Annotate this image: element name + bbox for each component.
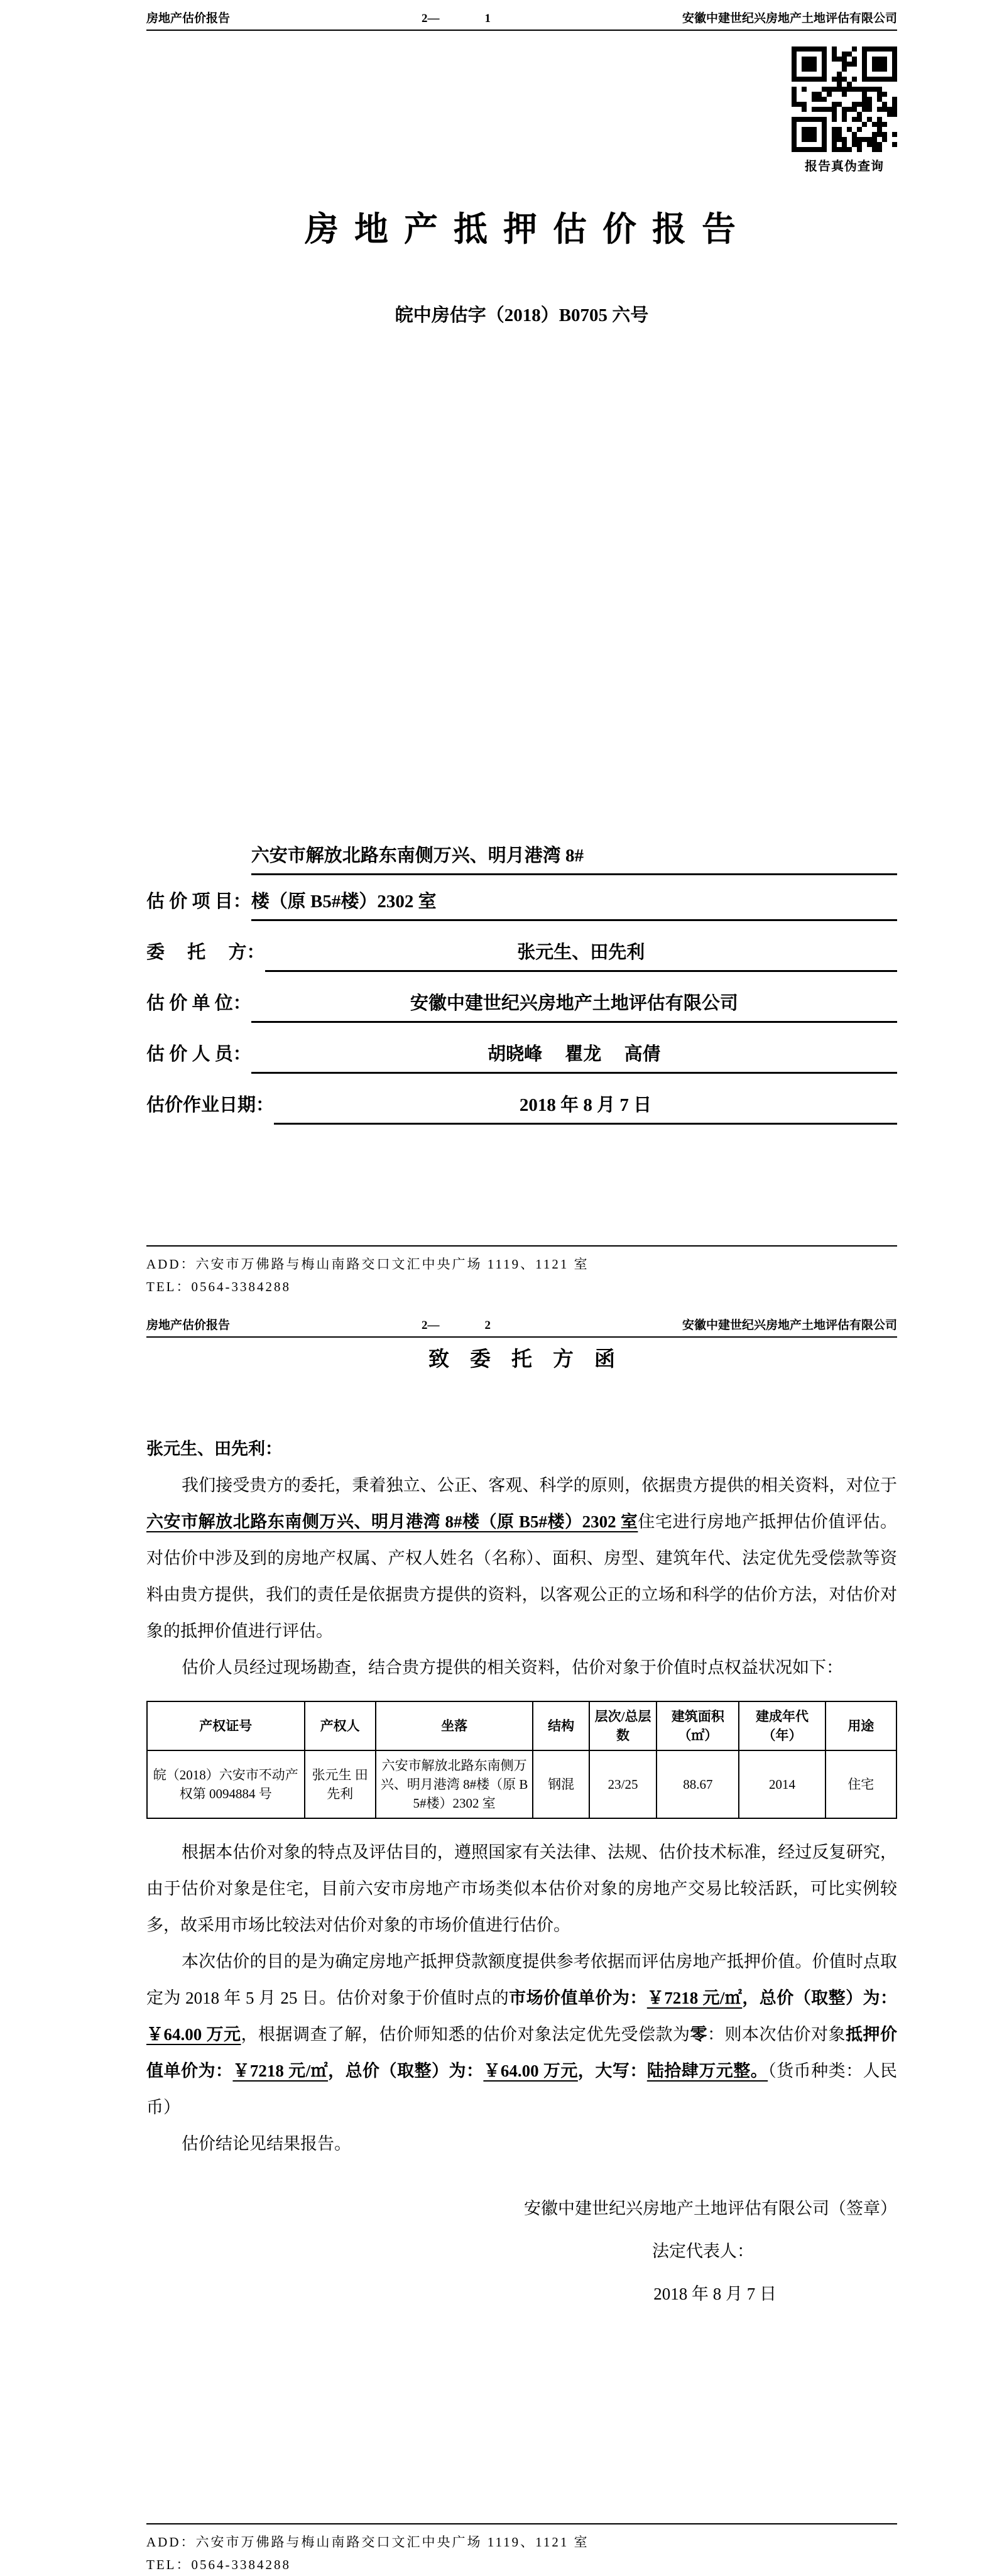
text-segment: ，总价（取整）为： bbox=[328, 2061, 484, 2080]
signature-date: 2018 年 8 月 7 日 bbox=[653, 2284, 776, 2303]
text-segment: 市场价值单价为： bbox=[509, 1989, 647, 2007]
table-header-cell: 建成年代（年） bbox=[739, 1701, 825, 1750]
table-header-cell: 产权人 bbox=[305, 1701, 376, 1750]
letter-salutation: 张元生、田先利： bbox=[146, 1439, 282, 1458]
header-doc-title: 房地产估价报告 bbox=[146, 12, 231, 25]
table-header-cell: 产权证号 bbox=[147, 1701, 305, 1750]
footer-phone: TEL：0564-3384288 bbox=[146, 1279, 291, 1294]
property-rights-table bbox=[146, 1701, 897, 1819]
table-cell: 张元生 田先利 bbox=[305, 1750, 376, 1818]
text-segment: 抵押价值单价为： bbox=[146, 2025, 897, 2080]
client-label: 委 托 方： bbox=[146, 942, 265, 963]
text-segment: ￥7218 元/㎡ bbox=[646, 1989, 743, 2007]
project-value-line2: 楼（原 B5#楼）2302 室 bbox=[251, 885, 897, 921]
client-value: 张元生、田先利 bbox=[265, 936, 897, 972]
text-segment: ￥64.00 万元 bbox=[146, 2025, 241, 2044]
project-value bbox=[251, 839, 897, 921]
staff-label: 估 价 人 员： bbox=[146, 1044, 251, 1064]
report-page-2 bbox=[0, 1307, 997, 2572]
project-value-line1: 六安市解放北路东南侧万兴、明月港湾 8# bbox=[251, 839, 897, 875]
text-segment: 本次估价的目的是为确定房地产抵押贷款额度提供参考依据而评估房地产抵押价值。价值时点取定为 2018 年 5 月 25 日。估价对象于价值时点的 bbox=[146, 1952, 897, 2007]
staff-value: 胡晓峰 瞿龙 高倩 bbox=[251, 1038, 897, 1074]
qr-block bbox=[146, 46, 897, 174]
header-doc-title: 房地产估价报告 bbox=[146, 1319, 231, 1332]
letter-paragraph-1 bbox=[146, 1467, 897, 1649]
table-cell: 六安市解放北路东南侧万兴、明月港湾 8#楼（原 B5#楼）2302 室 bbox=[376, 1750, 533, 1818]
text-segment: ￥64.00 万元 bbox=[483, 2061, 578, 2080]
cover-form bbox=[146, 839, 897, 1140]
text-segment: ：则本次估价对象 bbox=[707, 2025, 846, 2044]
letter-paragraph-5: 估价结论见结果报告。 bbox=[182, 2134, 351, 2153]
form-row-agency bbox=[146, 987, 897, 1023]
form-row-project bbox=[146, 839, 897, 921]
signature-legal-rep: 法定代表人： bbox=[652, 2242, 754, 2261]
footer-address: ADD：六安市万佛路与梅山南路交口文汇中央广场 1119、1121 室 bbox=[146, 1257, 589, 1272]
table-cell: 住宅 bbox=[825, 1750, 896, 1818]
text-segment: 六安市解放北路东南侧万兴、明月港湾 8#楼（原 B5#楼）2302 室 bbox=[146, 1512, 638, 1531]
table-cell: 皖（2018）六安市不动产权第 0094884 号 bbox=[147, 1750, 305, 1818]
text-segment: 我们接受贵方的委托，秉着独立、公正、客观、科学的原则，依据贵方提供的相关资料，对位于 bbox=[182, 1476, 897, 1495]
table-cell: 88.67 bbox=[656, 1750, 739, 1818]
agency-value: 安徽中建世纪兴房地产土地评估有限公司 bbox=[251, 987, 897, 1023]
footer-phone: TEL：0564-3384288 bbox=[146, 2557, 291, 2572]
text-segment: ，根据调查了解，估价师知悉的估价对象法定优先受偿款为 bbox=[241, 2025, 690, 2044]
header-total-pages: 2— bbox=[422, 1319, 440, 1332]
qr-caption: 报告真伪查询 bbox=[805, 160, 884, 173]
header-company-name: 安徽中建世纪兴房地产土地评估有限公司 bbox=[682, 1319, 897, 1332]
report-title: 房 地 产 抵 押 估 价 报 告 bbox=[304, 210, 739, 248]
letter-paragraph-3: 根据本估价对象的特点及评估目的，遵照国家有关法律、法规、估价技术标准，经过反复研究，由于估价对象是住宅，目前六安市房地产市场类似本估价对象的房地产交易比较活跃，可比实例较多，故采用市场比较法对估价对象的市场价值进行估价。 bbox=[146, 1843, 897, 1935]
table-header-cell: 用途 bbox=[825, 1701, 896, 1750]
page-header bbox=[146, 0, 897, 31]
signature-company: 安徽中建世纪兴房地产土地评估有限公司（签章） bbox=[524, 2199, 897, 2218]
table-cell: 2014 bbox=[739, 1750, 825, 1818]
text-segment: ￥7218 元/㎡ bbox=[232, 2061, 329, 2080]
header-page-indicator bbox=[230, 12, 682, 26]
text-segment: （货币种类：人民币） bbox=[146, 2061, 898, 2117]
signature-block bbox=[146, 2187, 897, 2315]
page-footer bbox=[146, 1245, 897, 1298]
text-segment: ，总价（取整）为： bbox=[742, 1989, 897, 2007]
table-row bbox=[147, 1750, 896, 1818]
table-header-cell: 层次/总层数 bbox=[589, 1701, 656, 1750]
doc-number: 皖中房估字（2018）B0705 六号 bbox=[395, 305, 649, 325]
text-segment: 陆拾肆万元整。 bbox=[646, 2061, 768, 2080]
text-segment: 住宅进行房地产抵押估价值评估。对估价中涉及到的房地产权属、产权人姓名（名称）、面积、房型、建筑年代、法定优先受偿款等资料由贵方提供，我们的责任是依据贵方提供的资料，以客观公正的立场和科学的估价方法，对估价对象的抵押价值进行评估。 bbox=[146, 1512, 897, 1640]
page-header bbox=[146, 1307, 897, 1338]
table-cell: 钢混 bbox=[533, 1750, 589, 1818]
table-header-row bbox=[147, 1701, 896, 1750]
table-header-cell: 结构 bbox=[533, 1701, 589, 1750]
table-header-cell: 坐落 bbox=[376, 1701, 533, 1750]
qr-code-icon bbox=[792, 46, 897, 152]
date-label: 估价作业日期： bbox=[146, 1095, 275, 1115]
table-header-cell: 建筑面积（㎡） bbox=[656, 1701, 739, 1750]
project-label: 估 价 项 目： bbox=[146, 892, 251, 912]
form-row-client bbox=[146, 936, 897, 972]
header-page-indicator bbox=[230, 1319, 682, 1333]
header-page-number: 2 bbox=[484, 1319, 491, 1332]
letter-paragraph-2: 估价人员经过现场勘查，结合贵方提供的相关资料，估价对象于价值时点权益状况如下： bbox=[182, 1658, 843, 1677]
form-row-date bbox=[146, 1089, 897, 1125]
header-total-pages: 2— bbox=[422, 12, 440, 25]
footer-address: ADD：六安市万佛路与梅山南路交口文汇中央广场 1119、1121 室 bbox=[146, 2535, 589, 2550]
header-company-name: 安徽中建世纪兴房地产土地评估有限公司 bbox=[682, 12, 897, 25]
form-row-staff bbox=[146, 1038, 897, 1074]
date-value: 2018 年 8 月 7 日 bbox=[274, 1089, 897, 1125]
letter-paragraph-4 bbox=[146, 1943, 897, 2126]
text-segment: ，大写： bbox=[577, 2061, 647, 2080]
agency-label: 估 价 单 位： bbox=[146, 993, 251, 1013]
header-page-number: 1 bbox=[484, 12, 491, 25]
text-segment: 零 bbox=[690, 2025, 707, 2044]
letter-title: 致 委 托 方 函 bbox=[428, 1348, 615, 1371]
table-cell: 23/25 bbox=[589, 1750, 656, 1818]
page-footer bbox=[146, 2523, 897, 2576]
